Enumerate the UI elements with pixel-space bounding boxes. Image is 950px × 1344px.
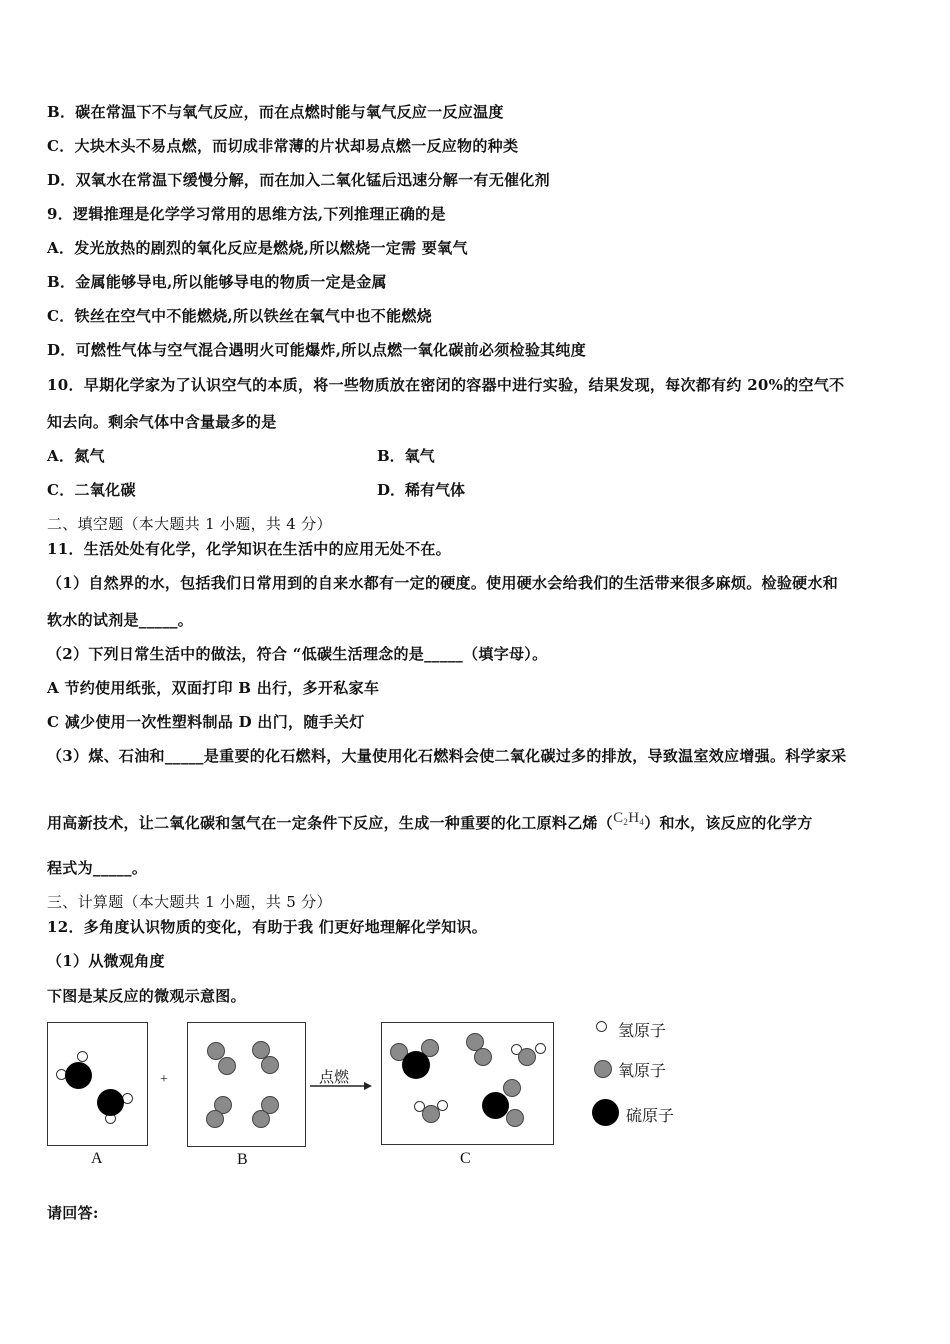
question-12: 12．多角度认识物质的变化，有助于我 们更好地理解化学知识。: [47, 918, 488, 936]
hydrogen-legend-icon: [596, 1021, 607, 1032]
arrow-label: 点燃: [319, 1068, 350, 1086]
label-a: A: [91, 1150, 103, 1167]
sub-question: （1）自然界的水，包括我们日常用到的自来水都有一定的硬度。使用硬水会给我们的生活带来很多麻烦。检验硬水和: [47, 574, 839, 592]
option-line: D．可燃性气体与空气混合遇明火可能爆炸,所以点燃一氧化碳前必须检验其纯度: [47, 341, 587, 359]
hydrogen-atom: [77, 1051, 88, 1062]
section-heading: 二、填空题（本大题共 1 小题，共 4 分）: [47, 515, 332, 533]
oxygen-atom: [503, 1079, 521, 1097]
sub-question: （3）煤、石油和_____是重要的化石燃料，大量使用化石燃料会使二氧化碳过多的排放，导致温室效应增强。科学家采: [47, 747, 847, 765]
formula-c: C: [613, 810, 624, 826]
oxygen-legend-icon: [594, 1060, 612, 1078]
oxygen-atom: [252, 1110, 270, 1128]
legend-sulfur: 硫原子: [626, 1106, 675, 1125]
label-c: C: [460, 1150, 471, 1167]
choice-line: C 减少使用一次性塑料制品 D 出门，随手关灯: [47, 713, 365, 731]
legend-oxygen: 氧原子: [618, 1061, 667, 1080]
oxygen-atom: [506, 1109, 524, 1127]
oxygen-atom: [218, 1057, 236, 1075]
plus-sign: +: [160, 1072, 168, 1087]
hydrogen-atom: [535, 1043, 546, 1054]
choice-line: A 节约使用纸张，双面打印 B 出行，多开私家车: [47, 679, 380, 697]
question-11: 11．生活处处有化学，化学知识在生活中的应用无处不在。: [47, 540, 451, 558]
label-b: B: [237, 1151, 248, 1168]
formula-h-sub: 4: [639, 817, 645, 827]
sub-question-cont: 软水的试剂是_____。: [47, 611, 194, 629]
box-c: [381, 1022, 554, 1145]
oxygen-atom: [518, 1048, 536, 1066]
option-d: D．稀有气体: [377, 481, 466, 499]
sub-question: （1）从微观角度: [47, 952, 165, 970]
section-heading: 三、计算题（本大题共 1 小题，共 5 分）: [47, 893, 332, 911]
text-segment: ）和水，该反应的化学方: [644, 814, 813, 832]
oxygen-atom: [422, 1105, 440, 1123]
sulfur-atom: [482, 1092, 509, 1119]
question-10: 10．早期化学家为了认识空气的本质，将一些物质放在密闭的容器中进行实验，结果发现，每次都有约 20%的空气不: [47, 376, 845, 394]
sulfur-atom: [402, 1051, 430, 1079]
diagram-caption: 下图是某反应的微观示意图。: [47, 987, 246, 1005]
sulfur-atom: [65, 1062, 92, 1089]
option-line: A．发光放热的剧烈的氧化反应是燃烧,所以燃烧一定需 要氧气: [47, 239, 468, 257]
sub-question-cont: [47, 808, 813, 833]
formula-h: H: [628, 810, 640, 826]
option-b: B．氧气: [377, 447, 435, 465]
option-line: C．铁丝在空气中不能燃烧,所以铁丝在氧气中也不能燃烧: [47, 307, 432, 325]
question-9: 9．逻辑推理是化学学习常用的思维方法,下列推理正确的是: [47, 205, 446, 223]
formula-c-sub: 2: [623, 817, 629, 827]
sulfur-legend-icon: [592, 1099, 619, 1126]
answer-prompt: 请回答:: [47, 1204, 99, 1222]
question-10-cont: 知去向。剩余气体中含量最多的是: [47, 413, 277, 431]
oxygen-atom: [261, 1056, 279, 1074]
sulfur-atom: [97, 1089, 124, 1116]
oxygen-atom: [206, 1110, 224, 1128]
option-line: B．金属能够导电,所以能够导电的物质一定是金属: [47, 273, 387, 291]
box-b: [187, 1022, 306, 1147]
text-segment: 用高新技术，让二氧化碳和氢气在一定条件下反应，生成一种重要的化工原料乙烯（: [47, 814, 614, 832]
sub-question-cont: 程式为_____。: [47, 859, 148, 877]
option-line: B．碳在常温下不与氧气反应，而在点燃时能与氧气反应一反应温度: [47, 103, 504, 121]
ethylene-formula: [613, 808, 644, 832]
legend-hydrogen: 氢原子: [618, 1021, 667, 1040]
option-c: C．二氧化碳: [47, 481, 136, 499]
option-a: A．氮气: [47, 447, 105, 465]
box-a: [47, 1022, 148, 1146]
option-line: D．双氧水在常温下缓慢分解，而在加入二氧化锰后迅速分解一有无催化剂: [47, 171, 550, 189]
sub-question: （2）下列日常生活中的做法，符合 “低碳生活理念的是_____（填字母）。: [47, 645, 548, 663]
option-line: C．大块木头不易点燃，而切成非常薄的片状却易点燃一反应物的种类: [47, 137, 519, 155]
reaction-arrow-icon: [308, 1080, 374, 1092]
oxygen-atom: [474, 1048, 492, 1066]
